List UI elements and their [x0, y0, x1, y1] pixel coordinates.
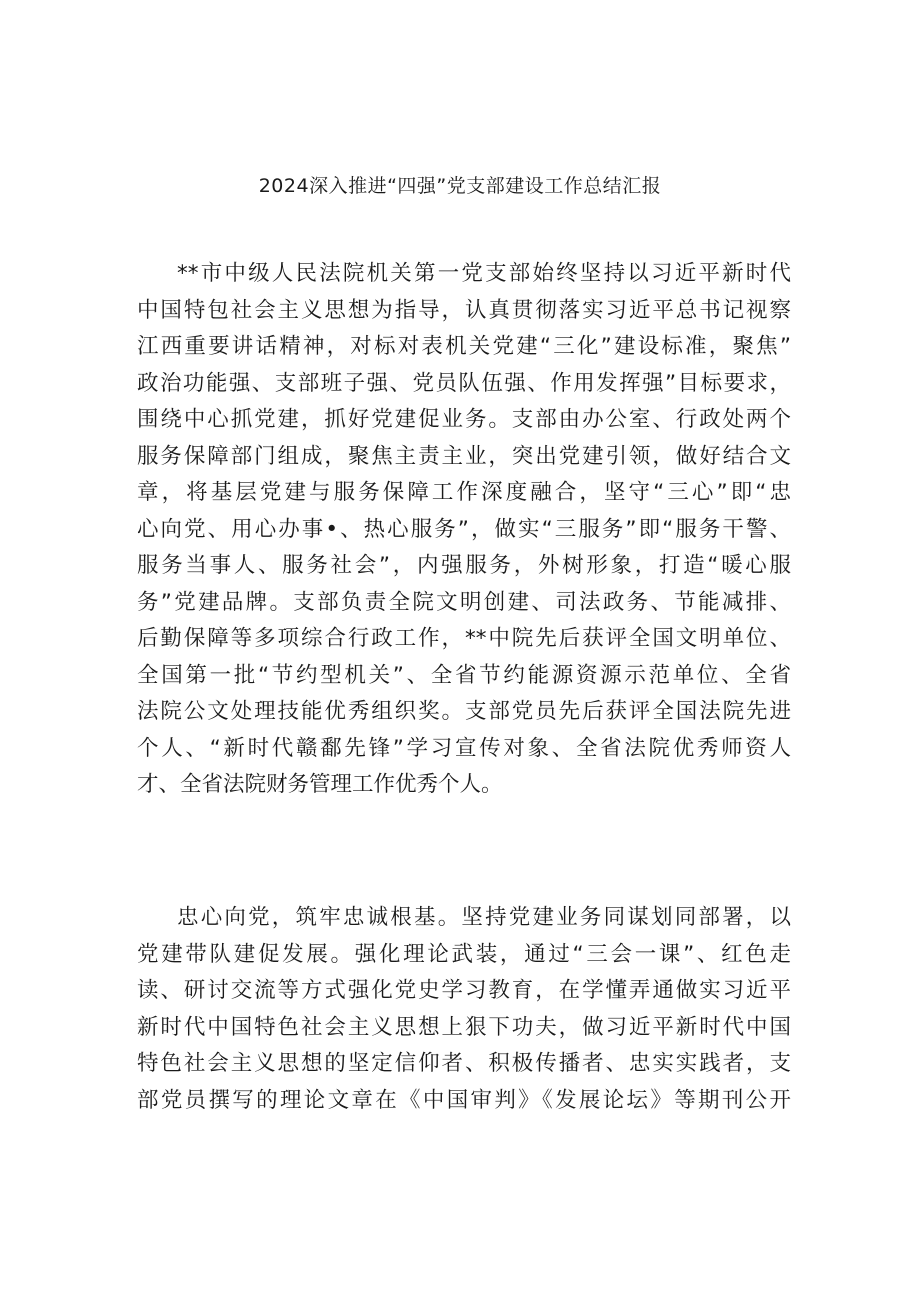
paragraph-line: 江西重要讲话精神，对标对表机关党建“三化”建设标准，聚焦”	[137, 334, 791, 359]
paragraph-line: 忠心向党，筑牢忠诚根基。坚持党建业务同谋划同部署，以	[177, 905, 791, 930]
paragraph-line: 读、研讨交流等方式强化党史学习教育，在学懂弄通做实习近平	[137, 978, 791, 1003]
paragraph-line: 中国特包社会主义思想为指导，认真贯彻落实习近平总书记视察	[137, 297, 791, 323]
paragraph-line: **市中级人民法院机关第一党支部始终坚持以习近平新时代	[177, 261, 791, 286]
paragraph-line: 服务保障部门组成，聚焦主责主业，突出党建引领，做好结合文	[137, 443, 791, 469]
document-title: 2024深入推进“四强”党支部建设工作总结汇报	[258, 175, 662, 197]
paragraph-line: 党建带队建促发展。强化理论武装，通过“三会一课”、红色走	[137, 941, 791, 967]
paragraph-line: 个人、“新时代赣鄱先锋”学习宣传对象、全省法院优秀师资人	[137, 735, 791, 761]
paragraph-line: 部党员撰写的理论文章在《中国审判》《发展论坛》等期刊公开	[137, 1087, 791, 1113]
paragraph-line: 围绕中心抓党建，抓好党建促业务。支部由办公室、行政处两个	[137, 407, 791, 432]
paragraph-line: 全国第一批“节约型机关”、全省节约能源资源示范单位、全省	[137, 662, 791, 688]
paragraph-1	[137, 256, 791, 804]
paragraph-line: 服务当事人、服务社会”，内强服务，外树形象，打造“暖心服	[137, 553, 791, 578]
paragraph-line: 章，将基层党建与服务保障工作深度融合，坚守“三心”即“忠	[137, 480, 791, 505]
paragraph-line: 法院公文处理技能优秀组织奖。支部党员先后获评全国法院先进	[137, 699, 791, 724]
paragraph-2	[137, 900, 791, 1119]
paragraph-line: 务”党建品牌。支部负责全院文明创建、司法政务、节能减排、	[137, 589, 791, 615]
paragraph-line: 特色社会主义思想的坚定信仰者、积极传播者、忠实实践者，支	[137, 1051, 791, 1076]
paragraph-line: 才、全省法院财务管理工作优秀个人。	[137, 772, 503, 797]
paragraph-line: 新时代中国特色社会主义思想上狠下功夫，做习近平新时代中国	[137, 1014, 791, 1040]
paragraph-line: 心向党、用心办事•、热心服务”，做实“三服务”即“服务干警、	[137, 516, 791, 542]
paragraph-line: 后勤保障等多项综合行政工作，**中院先后获评全国文明单位、	[137, 626, 791, 651]
paragraph-line: 政治功能强、支部班子强、党员队伍强、作用发挥强”目标要求，	[137, 370, 791, 396]
